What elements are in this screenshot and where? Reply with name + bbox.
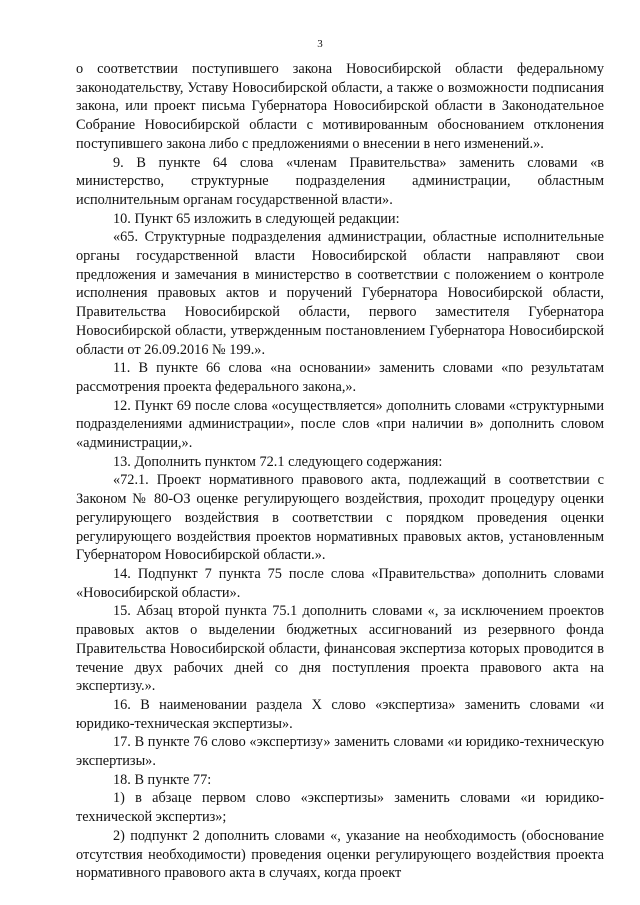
page-number: 3: [317, 38, 323, 50]
paragraph: 12. Пункт 69 после слова «осуществляется» дополнить словами «структурными подразделениями администрации», после слов «при наличии в» дополнить словом «администрации,».: [76, 397, 604, 452]
paragraph: «65. Структурные подразделения администрации, областные исполнительные органы государственной власти Новосибирской области направляют свои предложения и замечания в министерство в соответствии с положением о контроле исполнения правовых актов и поручений Губернатора Новосибирской области, Правительства Новосибирской области, первого заместителя Губернатора Новосибирской области, утвержденным постановлением Губернатора Новосибирской области от 26.09.2016 № 199.».: [76, 229, 604, 358]
paragraph: 15. Абзац второй пункта 75.1 дополнить словами «, за исключением проектов правовых актов о выделении бюджетных ассигнований из резервного фонда Правительства Новосибирской области, финансовая экспертиза которых проводится в течение двух рабочих дней со дня поступления проекта правового акта на экспертизу.».: [76, 603, 604, 695]
paragraph: 14. Подпункт 7 пункта 75 после слова «Правительства» дополнить словами «Новосибирской области».: [76, 565, 604, 601]
paragraph: 17. В пункте 76 слово «экспертизу» заменить словами «и юридико-техническую экспертизы».: [76, 734, 604, 770]
document-body: [76, 60, 604, 883]
paragraph: 16. В наименовании раздела X слово «экспертиза» заменить словами «и юридико-техническая экспертизы».: [76, 696, 604, 732]
paragraph: 18. В пункте 77:: [113, 771, 212, 788]
paragraph: 13. Дополнить пунктом 72.1 следующего содержания:: [113, 453, 443, 470]
paragraph: 2) подпункт 2 дополнить словами «, указание на необходимость (обоснование отсутствия необходимости) проведения оценки регулирующего воздействия проекта нормативного правового акта в случаях, когда проект: [76, 827, 604, 882]
paragraph: о соответствии поступившего закона Новосибирской области федеральному законодательству, Уставу Новосибирской области, а также о возможности подписания закона, или проект письма Губернатора Новосибирской области в Законодательное Собрание Новосибирской области с мотивированным обоснованием отклонения поступившего закона либо с предложениями о внесении в него изменений.».: [76, 61, 604, 152]
paragraph: 11. В пункте 66 слова «на основании» заменить словами «по результатам рассмотрения проекта федерального закона,».: [76, 360, 604, 395]
paragraph: 9. В пункте 64 слова «членам Правительства» заменить словами «в министерство, структурные подразделения администрации, областным исполнительным органам государственной власти».: [76, 154, 604, 208]
paragraph: 1) в абзаце первом слово «экспертизы» заменить словами «и юридико-технической экспертиз»;: [76, 790, 604, 826]
paragraph: «72.1. Проект нормативного правового акта, подлежащий в соответствии с Законом № 80-ОЗ оценке регулирующего воздействия, проходит процедуру оценки регулирующего воздействия в соответствии с порядком проведения оценки регулирующего воздействия проектов нормативных правовых актов, установленным Губернатором Новосибирской области.».: [76, 472, 604, 564]
paragraph: 10. Пункт 65 изложить в следующей редакции:: [113, 210, 400, 227]
